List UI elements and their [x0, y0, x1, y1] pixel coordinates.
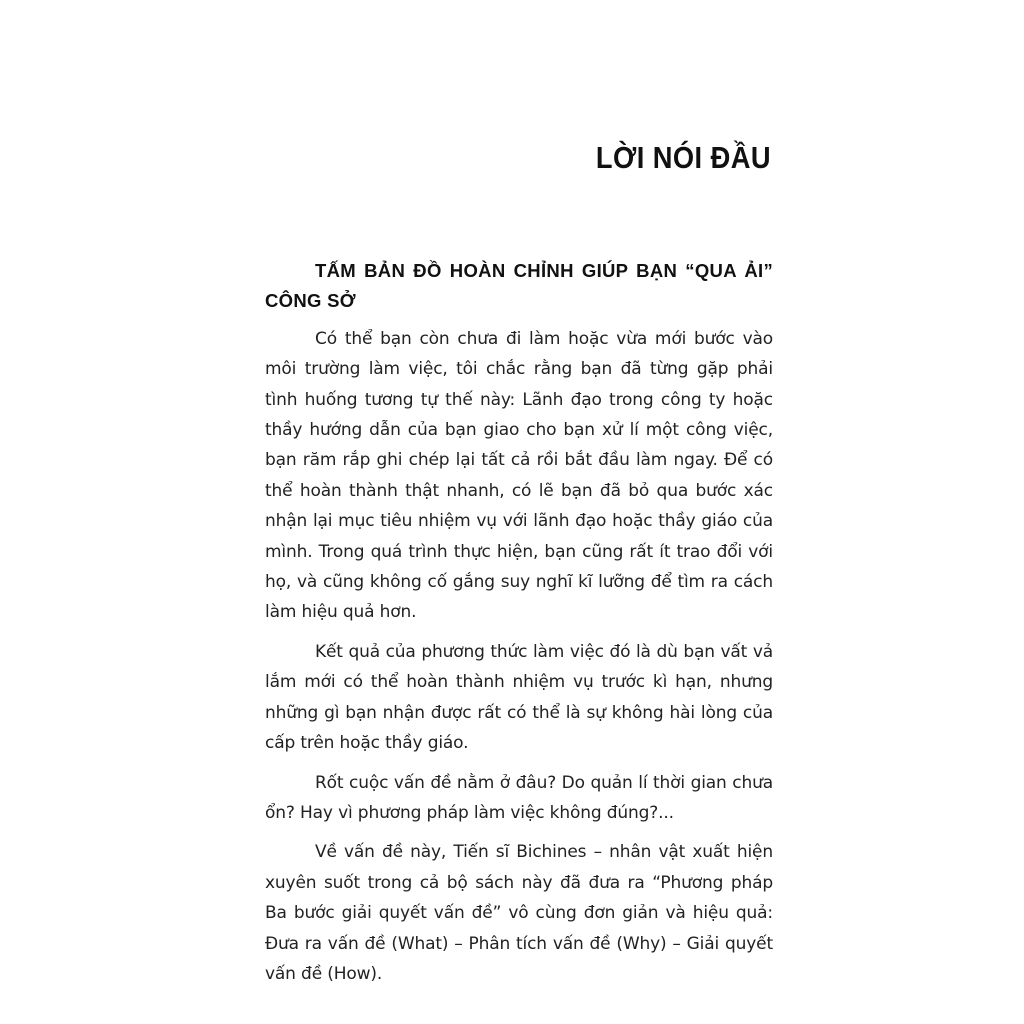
paragraph-1: Có thể bạn còn chưa đi làm hoặc vừa mới bước vào môi trường làm việc, tôi chắc rằng bạn đã từng gặp phải tình huống tương tự thế này: Lãnh đạo trong công ty hoặc thầy hướng dẫn của bạn giao cho bạn xử lí một công việc, bạn răm rắp ghi chép lại tất cả rồi bắt đầu làm ngay. Để có thể hoàn thành thật nhanh, có lẽ bạn đã bỏ qua bước xác nhận lại mục tiêu nhiệm vụ với lãnh đạo hoặc thầy giáo của mình. Trong quá trình thực hiện, bạn cũng rất ít trao đổi với họ, và cũng không cố gắng suy nghĩ kĩ lưỡng để tìm ra cách làm hiệu quả hơn. [265, 328, 773, 623]
paragraph-3: Rốt cuộc vấn đề nằm ở đâu? Do quản lí thời gian chưa ổn? Hay vì phương pháp làm việc không đúng?... [265, 772, 773, 823]
chapter-title: LỜI NÓI ĐẦU [595, 140, 771, 175]
page-body [265, 256, 773, 998]
paragraph-4: Về vấn đề này, Tiến sĩ Bichines – nhân vật xuất hiện xuyên suốt trong cả bộ sách này đã đưa ra “Phương pháp Ba bước giải quyết vấn đề” vô cùng đơn giản và hiệu quả: Đưa ra vấn đề (What) – Phân tích vấn đề (Why) – Giải quyết vấn đề (How). [265, 842, 773, 984]
paragraph-2: Kết quả của phương thức làm việc đó là dù bạn vất vả lắm mới có thể hoàn thành nhiệm vụ trước kì hạn, nhưng những gì bạn nhận được rất có thể là sự không hài lòng của cấp trên hoặc thầy giáo. [265, 641, 773, 754]
section-heading: TẤM BẢN ĐỒ HOÀN CHỈNH GIÚP BẠN “QUA ẢI” CÔNG SỞ [265, 260, 773, 312]
